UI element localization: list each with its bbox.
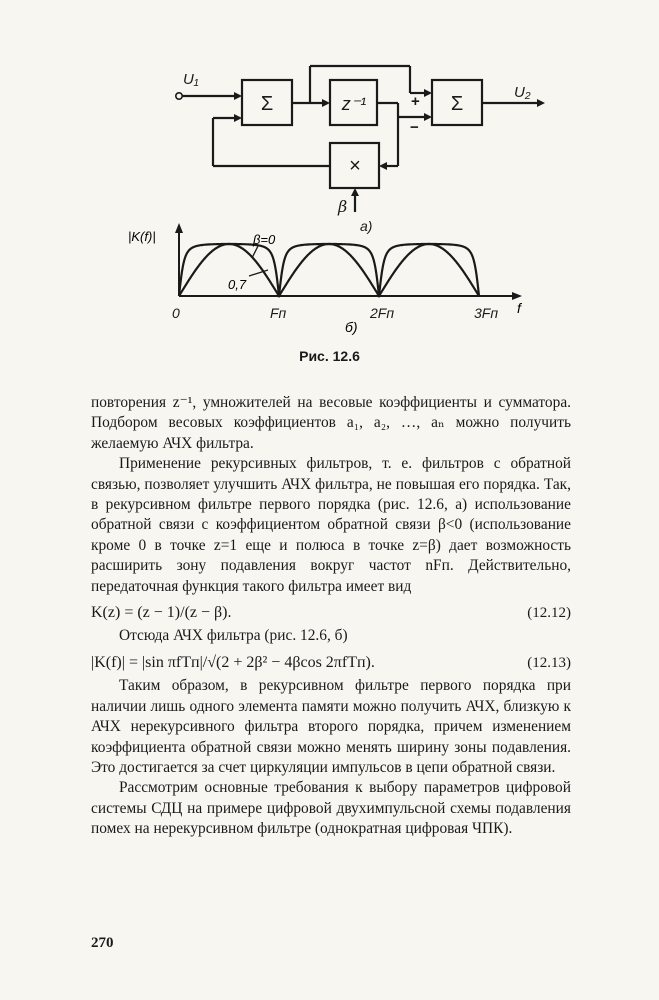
equation-12-12-expr: K(z) = (z − 1)/(z − β). bbox=[91, 604, 232, 622]
x-axis-arrow bbox=[512, 292, 522, 300]
y-axis-label: |K(f)| bbox=[128, 229, 156, 244]
x-tick-label-2: 2Fп bbox=[370, 305, 395, 321]
series-beta-0 bbox=[179, 244, 479, 296]
x-axis-label: f bbox=[517, 300, 521, 316]
figure-12-6 bbox=[0, 0, 659, 380]
paragraph-2: Применение рекурсивных фильтров, т. е. фильтров с обратной связью, позволяет улучшить АЧХ фильтра, не повышая его порядка. Так, в рекурсивном фильтре первого порядка (рис. 12.6, а) использование обратной связи с коэффициентом обратной связи β<0 (использование кроме 0 в точке z=1 еще и полюса в точке z=β) дает возможность расширить зону подавления вокруг частот nFп. Действительно, передаточная функция такого фильтра имеет вид bbox=[91, 455, 571, 595]
page-number: 270 bbox=[91, 935, 114, 951]
summator-2-symbol: Σ bbox=[450, 93, 464, 115]
minus-sign: − bbox=[410, 119, 419, 136]
beta-label: β bbox=[338, 197, 348, 216]
summator-1-symbol: Σ bbox=[260, 93, 274, 115]
block-diagram bbox=[176, 66, 545, 212]
x-tick-label-1: Fп bbox=[270, 305, 287, 321]
figure-caption: Рис. 12.6 bbox=[299, 348, 360, 364]
equation-12-12-number: (12.12) bbox=[527, 605, 571, 622]
equation-12-13-expr: |K(f)| = |sin πfTп|/√(2 + 2β² − 4βcos 2πfTп). bbox=[91, 653, 375, 671]
y-axis-arrow bbox=[175, 223, 183, 233]
series-label-07: 0,7 bbox=[228, 277, 247, 292]
x-tick-label-0: 0 bbox=[172, 305, 180, 321]
series-label-beta-0: β=0 bbox=[253, 232, 276, 247]
paragraph-5: Рассмотрим основные требования к выбору параметров цифровой системы СДЦ на примере цифровой двухимпульсной схемы подавления помех на нерекурсивном фильтре (однократная цифровая ЧПК). bbox=[91, 779, 571, 838]
multiplier-symbol: × bbox=[349, 155, 361, 177]
plus-sign: + bbox=[411, 93, 420, 110]
input-terminal bbox=[176, 93, 182, 99]
series-beta-07 bbox=[179, 244, 479, 296]
paragraph-4: Таким образом, в рекурсивном фильтре первого порядка при наличии лишь одного элемента памяти можно получить АЧХ, близкую к АЧХ нерекурсивного фильтра второго порядка, причем изменением коэффициента обратной связи можно менять ширину зоны подавления. Это достигается за счет циркуляции импульсов в цепи обратной связи. bbox=[91, 677, 571, 776]
diagram-sublabel: а) bbox=[360, 218, 373, 234]
plot-sublabel: б) bbox=[345, 319, 358, 335]
paragraph-1: повторения z⁻¹, умножителей на весовые коэффициенты и сумматора. Подбором весовых коэффициентов a₁, a₂, …, aₙ можно получить желаемую АЧХ фильтра. bbox=[91, 394, 571, 452]
label-leader-2 bbox=[252, 246, 258, 258]
x-tick-labels bbox=[172, 305, 498, 321]
delay-symbol: z⁻¹ bbox=[341, 94, 367, 114]
equation-12-13-number: (12.13) bbox=[527, 654, 571, 671]
output-label: U₂ bbox=[514, 84, 531, 101]
body-text bbox=[91, 393, 571, 840]
equation-12-13 bbox=[91, 653, 571, 673]
x-tick-label-3: 3Fп bbox=[474, 305, 499, 321]
input-label: U₁ bbox=[183, 71, 199, 88]
response-plot bbox=[128, 223, 523, 335]
paragraph-3: Отсюда АЧХ фильтра (рис. 12.6, б) bbox=[119, 627, 348, 645]
equation-12-12 bbox=[91, 603, 571, 623]
